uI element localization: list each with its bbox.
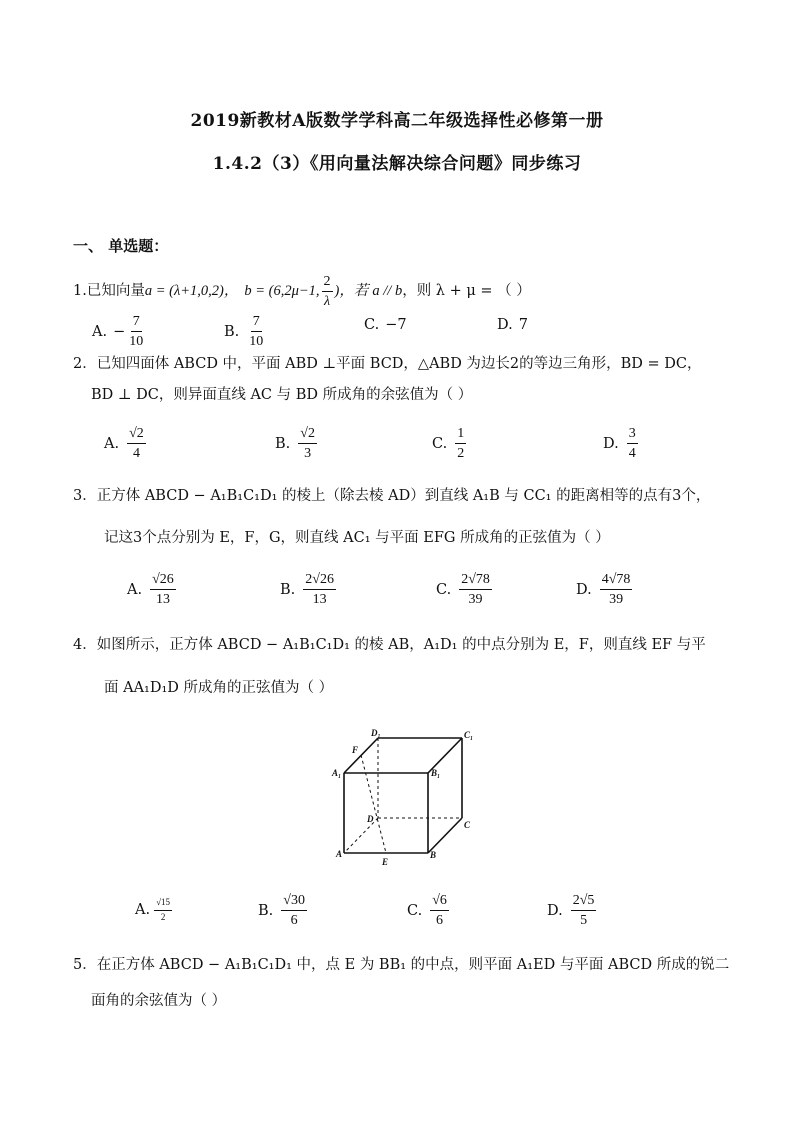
q4-option-b[interactable] (258, 893, 309, 929)
q1-ask: ，则 λ + μ = （ ） (402, 283, 531, 300)
label-f: F (352, 745, 359, 755)
q2-option-b[interactable] (275, 426, 319, 462)
q3-option-d-den: 39 (609, 592, 624, 608)
q1-option-d-label: D. (497, 317, 513, 333)
q2-option-a-label: A. (104, 435, 120, 452)
q4-option-b-frac (281, 893, 307, 929)
q1-option-b[interactable] (224, 314, 267, 350)
segment-ef (361, 755, 386, 853)
q4-option-d[interactable] (547, 893, 598, 929)
q2-option-c-num: 1 (455, 426, 466, 444)
q3-option-b-frac (303, 572, 336, 608)
q2-option-d[interactable] (603, 426, 640, 462)
q3-option-a-label: A. (127, 581, 143, 598)
label-b: B (430, 850, 437, 860)
q1-prefix: 1.已知向量 (73, 283, 145, 300)
q4-option-a-num: √15 (154, 898, 172, 911)
q3-option-d-label: D. (576, 581, 592, 598)
q1-frac-den: λ (324, 294, 331, 310)
label-d1: D₁ (371, 728, 381, 738)
q1-fraction (322, 274, 333, 310)
q3-option-c[interactable] (436, 572, 494, 608)
q1-option-a-frac (127, 314, 145, 350)
q3-option-d-frac (600, 572, 633, 608)
edge-cb (428, 818, 462, 853)
q3-option-a-den: 13 (155, 592, 170, 608)
q2-option-d-num: 3 (627, 426, 638, 444)
q1-vector-b: b = (6,2μ−1, (244, 283, 320, 300)
label-c: C (464, 820, 471, 830)
q2-option-a-den: 4 (132, 446, 140, 462)
label-b1: B₁ (431, 768, 441, 778)
label-a1: A₁ (332, 768, 342, 778)
q3-option-a-frac (150, 572, 176, 608)
title-line-1: 2019新教材A版数学学科高二年级选择性必修第一册 (190, 111, 604, 131)
q4-option-a-den: 2 (160, 911, 166, 922)
q4-option-c-frac (430, 893, 449, 929)
q3-option-a[interactable] (127, 572, 178, 608)
q2-option-d-den: 4 (628, 446, 636, 462)
q4-option-d-num: 2√5 (571, 893, 597, 911)
q1-option-c[interactable] (364, 317, 407, 333)
question-4-line-1: 4．如图所示，正方体 ABCD − A₁B₁C₁D₁ 的棱 AB，A₁D₁ 的中点分别为 E，F，则直线 EF 与平 (73, 637, 706, 653)
q2-option-b-label: B. (275, 435, 291, 452)
q4-option-b-den: 6 (290, 913, 298, 929)
question-1 (73, 274, 531, 310)
q1-option-b-frac (247, 314, 265, 350)
q4-option-a-label: A. (135, 902, 151, 919)
cube-figure (330, 726, 480, 871)
q3-option-d[interactable] (576, 572, 634, 608)
q3-option-a-num: √26 (150, 572, 176, 590)
question-2-line-2: BD ⊥ DC，则异面直线 AC 与 BD 所成角的余弦值为（ ） (91, 387, 473, 403)
q2-option-d-label: D. (603, 435, 619, 452)
label-a: A (336, 849, 343, 859)
q2-option-a-frac (127, 426, 146, 462)
q4-option-d-label: D. (547, 902, 563, 919)
q1-option-d-value: 7 (518, 317, 528, 333)
q4-option-c-label: C. (407, 902, 423, 919)
q2-option-a-num: √2 (127, 426, 146, 444)
q1-option-b-den: 10 (249, 334, 264, 350)
q3-option-c-frac (459, 572, 492, 608)
label-d: D (367, 814, 374, 824)
q4-option-d-den: 5 (580, 913, 588, 929)
q4-option-a-frac (154, 898, 172, 923)
q1-option-b-label: B. (224, 323, 240, 340)
q2-option-c-frac (455, 426, 466, 462)
q1-vector-a: a = (λ+1,0,2)， (144, 283, 239, 300)
q1-option-a-num: 7 (131, 314, 142, 332)
q1-option-b-num: 7 (251, 314, 262, 332)
q4-option-b-num: √30 (281, 893, 307, 911)
question-5-line-1: 5．在正方体 ABCD − A₁B₁C₁D₁ 中，点 E 为 BB₁ 的中点，则平面 A₁ED 与平面 ABCD 所成的锐二 (73, 957, 730, 973)
label-c1: C₁ (464, 730, 474, 740)
q4-option-c[interactable] (407, 893, 451, 929)
q1-option-c-value: −7 (385, 317, 407, 333)
q2-option-b-den: 3 (304, 446, 312, 462)
q4-option-c-den: 6 (436, 913, 444, 929)
q4-option-d-frac (571, 893, 597, 929)
q3-option-b-den: 13 (312, 592, 327, 608)
q3-option-c-label: C. (436, 581, 452, 598)
q2-option-b-frac (298, 426, 317, 462)
question-2-line-1: 2．已知四面体 ABCD 中，平面 ABD ⊥平面 BCD，△ABD 为边长2的等边三角形，BD = DC， (73, 356, 702, 372)
title-line-2: 1.4.2（3）《用向量法解决综合问题》同步练习 (212, 154, 582, 174)
q3-option-b-label: B. (280, 581, 296, 598)
q2-option-c-den: 2 (457, 446, 465, 462)
q1-option-c-label: C. (364, 317, 380, 333)
q1-frac-num: 2 (322, 274, 333, 292)
q1-vector-b-end: )，若 (334, 283, 369, 300)
q3-option-d-num: 4√78 (600, 572, 633, 590)
section-heading: 一、 单选题： (73, 237, 169, 255)
q2-option-b-num: √2 (298, 426, 317, 444)
q2-option-c-label: C. (432, 435, 448, 452)
q1-option-a-sign: − (113, 323, 126, 340)
q4-option-b-label: B. (258, 902, 274, 919)
q1-option-a-den: 10 (129, 334, 144, 350)
question-3-line-1: 3．正方体 ABCD − A₁B₁C₁D₁ 的棱上（除去棱 AD）到直线 A₁B 与 CC₁ 的距离相等的点有3个， (73, 488, 711, 504)
question-3-line-2: 记这3个点分别为 E，F，G，则直线 AC₁ 与平面 EFG 所成角的正弦值为（ ） (104, 530, 610, 546)
q1-option-a-label: A. (92, 323, 108, 340)
q1-option-d[interactable] (497, 317, 528, 333)
q3-option-b[interactable] (280, 572, 338, 608)
q1-condition: a // b (372, 283, 403, 300)
q4-option-c-num: √6 (430, 893, 449, 911)
q3-option-c-den: 39 (468, 592, 483, 608)
q4-option-a[interactable] (135, 898, 174, 923)
question-4-line-2: 面 AA₁D₁D 所成角的正弦值为（ ） (104, 680, 334, 696)
q2-option-c[interactable] (432, 426, 468, 462)
q3-option-b-num: 2√26 (303, 572, 336, 590)
q1-option-a[interactable] (92, 314, 147, 350)
q3-option-c-num: 2√78 (459, 572, 492, 590)
label-e: E (382, 857, 389, 867)
question-5-line-2: 面角的余弦值为（ ） (91, 993, 227, 1009)
q2-option-a[interactable] (104, 426, 148, 462)
q2-option-d-frac (627, 426, 638, 462)
